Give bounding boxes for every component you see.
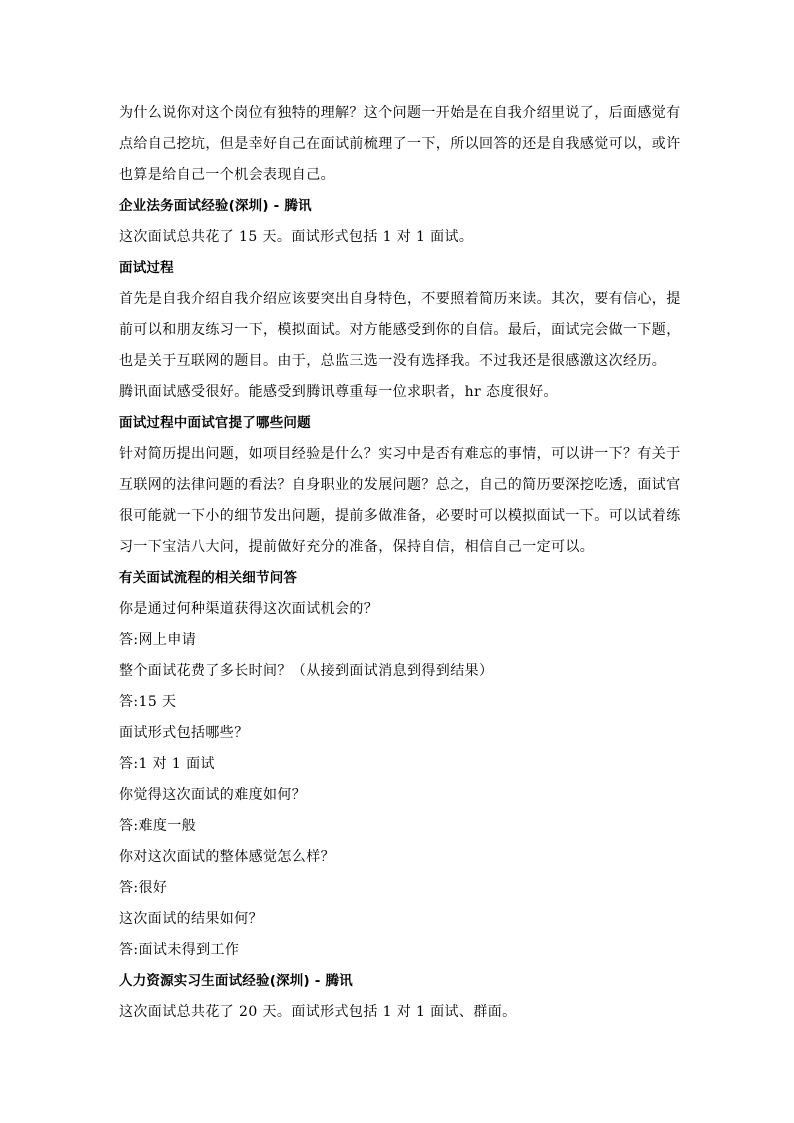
section-heading: 企业法务面试经验(深圳) - 腾讯	[119, 198, 312, 214]
paragraph-line: 你对这次面试的整体感觉怎么样？	[119, 849, 335, 865]
paragraph-line: 针对简历提出问题，如项目经验是什么？实习中是否有难忘的事情，可以讲一下？有关于	[119, 446, 681, 462]
paragraph-line: 互联网的法律问题的看法？自身职业的发展问题？总之，自己的简历要深挖吃透，面试官	[119, 477, 681, 493]
paragraph-line: 前可以和朋友练习一下，模拟面试。对方能感受到你的自信。最后，面试完会做一下题，	[119, 322, 681, 338]
paragraph-line: 也算是给自己一个机会表现自己。	[119, 167, 335, 183]
paragraph-line: 整个面试花费了多长时间？（从接到面试消息到得到结果）	[119, 663, 494, 679]
section-heading: 有关面试流程的相关细节问答	[119, 570, 298, 586]
paragraph-line: 习一下宝洁八大问，提前做好充分的准备，保持自信，相信自己一定可以。	[119, 539, 595, 555]
section-heading: 人力资源实习生面试经验(深圳) - 腾讯	[119, 973, 353, 989]
paragraph-line: 这次面试总共花了 15 天。面试形式包括 1 对 1 面试。	[119, 229, 474, 245]
paragraph-line: 首先是自我介绍自我介绍应该要突出自身特色，不要照着简历来读。其次，要有信心，提	[119, 291, 681, 307]
paragraph-line: 面试形式包括哪些？	[119, 725, 249, 741]
section-heading: 面试过程	[119, 260, 174, 276]
paragraph-line: 也是关于互联网的题目。由于，总监三选一没有选择我。不过我还是很感激这次经历。	[119, 353, 667, 369]
paragraph-line: 这次面试总共花了 20 天。面试形式包括 1 对 1 面试、群面。	[119, 1004, 517, 1020]
paragraph-line: 这次面试的结果如何？	[119, 911, 263, 927]
paragraph-line: 答:1 对 1 面试	[119, 756, 215, 772]
paragraph-line: 答:网上申请	[119, 632, 197, 648]
paragraph-line: 答:难度一般	[119, 818, 197, 834]
paragraph-line: 点给自己挖坑，但是幸好自己在面试前梳理了一下，所以回答的还是自我感觉可以，或许	[119, 136, 681, 152]
paragraph-line: 答:很好	[119, 880, 168, 896]
paragraph-line: 你觉得这次面试的难度如何？	[119, 787, 307, 803]
paragraph-line: 很可能就一下小的细节发出问题，提前多做准备，必要时可以模拟面试一下。可以试着练	[119, 508, 681, 524]
paragraph-line: 答:15 天	[119, 694, 177, 710]
paragraph-line: 腾讯面试感受很好。能感受到腾讯尊重每一位求职者，hr 态度很好。	[119, 384, 558, 400]
document-body	[119, 98, 681, 1028]
document-page	[119, 98, 681, 1028]
paragraph-line: 你是通过何种渠道获得这次面试机会的？	[119, 601, 379, 617]
section-heading: 面试过程中面试官提了哪些问题	[119, 415, 311, 431]
paragraph-line: 为什么说你对这个岗位有独特的理解？这个问题一开始是在自我介绍里说了，后面感觉有	[119, 105, 681, 121]
paragraph-line: 答:面试未得到工作	[119, 942, 240, 958]
